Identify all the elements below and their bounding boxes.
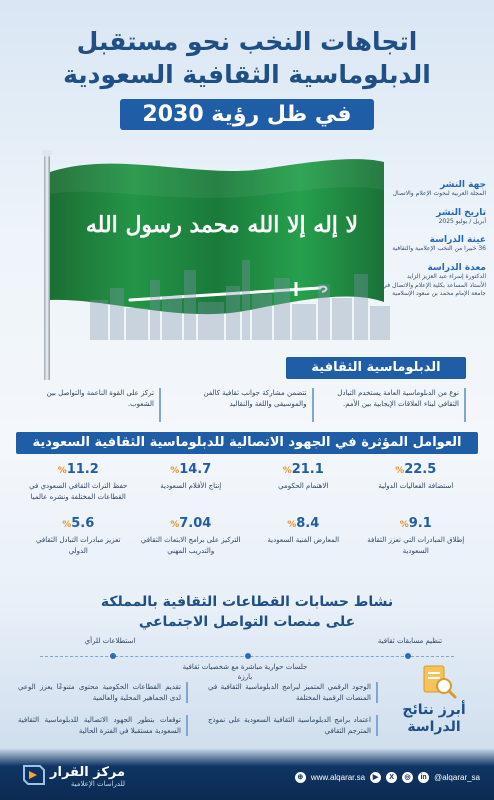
diplomacy-item: تتضمن مشاركة جوانب ثقافية كالفن والموسيقى واللغة والتقاليد xyxy=(179,388,314,422)
brand-logo xyxy=(50,765,125,788)
meta-label: معدة الدراسة xyxy=(427,263,486,274)
factor-item xyxy=(22,516,135,556)
youtube-icon[interactable]: ▶ xyxy=(370,772,381,783)
meta-date xyxy=(378,208,486,227)
findings-title xyxy=(384,702,484,736)
brand-name: مركز القرار xyxy=(50,765,126,780)
factor-value xyxy=(251,462,356,477)
factor-item xyxy=(360,462,473,502)
factor-item xyxy=(135,516,248,556)
factor-label: تعزيز مبادرات التبادل الثقافي الدولي xyxy=(36,536,121,555)
meta-sample xyxy=(378,235,486,254)
meta-value: المجلة العربية لبحوث الإعلام والاتصال xyxy=(392,190,486,197)
findings-list xyxy=(18,682,378,736)
linkedin-icon[interactable]: in xyxy=(418,772,429,783)
factor-item xyxy=(135,462,248,502)
factor-number: 11.2 xyxy=(66,462,99,477)
finding-item: توقعات بتطور الجهود الاتصالية للدبلوماسية الثقافية السعودية مستقبلا في الفترة الحالية xyxy=(18,715,188,736)
meta-label: عينة الدراسة xyxy=(429,235,486,246)
document-magnifier-icon xyxy=(418,664,458,700)
findings-title-line-2: الدراسة xyxy=(407,718,461,735)
timeline-dot xyxy=(405,653,411,659)
meta-label: جهة النشر xyxy=(440,180,486,190)
factor-item xyxy=(247,516,360,556)
alqarar-logo-icon xyxy=(20,762,46,788)
social-handle[interactable]: @alqarar_sa xyxy=(434,773,480,782)
findings-title-line-1: أبرز نتائج xyxy=(402,702,466,718)
meta-value-detail: الأستاذ المساعد بكلية الإعلام والاتصال في جامعة الإمام محمد بن سعود الإسلامية xyxy=(382,281,486,298)
social-links xyxy=(295,772,480,783)
website-link[interactable]: www.alqarar.sa xyxy=(310,773,366,782)
meta-publisher xyxy=(378,180,486,199)
title-line-1: اتجاهات النخب نحو مستقبل xyxy=(76,27,418,56)
diplomacy-item: نوع من الدبلوماسية العامة يستخدم التبادل الثقافي لبناء العلاقات الإيجابية بين الأمم. xyxy=(331,388,466,422)
factor-number: 5.6 xyxy=(71,516,95,531)
globe-icon[interactable]: ⊕ xyxy=(295,772,306,783)
factor-item xyxy=(22,462,135,502)
finding-item: تقديم القطاعات الحكومية محتوى متنوعًا يعزز الوعي لدى الجماهير المحلية والعالمية xyxy=(18,682,188,703)
percent-sign: % xyxy=(399,520,409,530)
factors-grid xyxy=(22,462,472,556)
finding-item: اعتماد برامج الدبلوماسية الثقافية السعودية على نموذج المترجم الثقافي xyxy=(208,715,378,736)
city-skyline-icon xyxy=(90,250,390,340)
study-meta xyxy=(378,180,486,308)
findings-heading xyxy=(384,672,484,744)
accounts-heading-line-1: نشاط حسابات القطاعات الثقافية بالمملكة xyxy=(100,594,394,610)
factor-number: 14.7 xyxy=(179,462,212,477)
percent-sign: % xyxy=(282,466,292,476)
factor-value xyxy=(26,462,131,477)
percent-sign: % xyxy=(57,466,67,476)
factor-number: 22.5 xyxy=(404,462,437,477)
percent-sign: % xyxy=(287,520,297,530)
factor-label: حفظ التراث الثقافي السعودي في القطاعات المختلفة ونشره عالميا xyxy=(29,482,128,501)
meta-label: تاريخ النشر xyxy=(436,207,486,218)
factor-label: التركيز على برامج الابتعاث الثقافي والتدريب المهني xyxy=(140,536,241,555)
meta-value: 36 خبيرا من النخب الإعلامية والثقافية xyxy=(392,245,486,253)
accounts-heading xyxy=(0,593,494,632)
diplomacy-list xyxy=(26,388,466,422)
factor-label: الاهتمام الحكومي xyxy=(278,482,329,490)
factor-value xyxy=(364,462,469,477)
factor-number: 7.04 xyxy=(179,516,212,531)
diplomacy-heading: الدبلوماسية الثقافية xyxy=(286,357,466,379)
accounts-item: جلسات حوارية مباشرة مع شخصيات ثقافية بارزة xyxy=(182,663,308,682)
footer xyxy=(0,748,494,800)
finding-item: الوجود الرقمي المتميز لبرامج الدبلوماسية الثقافية في المنصات الرقمية المختلفة xyxy=(208,682,378,703)
title-line-2: الدبلوماسية الثقافية السعودية xyxy=(63,60,431,90)
x-icon[interactable]: X xyxy=(386,772,397,783)
percent-sign: % xyxy=(62,520,72,530)
factor-value xyxy=(139,516,244,531)
accounts-item: تنظيم مسابقات ثقافية xyxy=(377,637,443,645)
factor-value xyxy=(26,516,131,531)
meta-value: الدكتورة إسراء عبد العزيز الزايد xyxy=(406,273,486,281)
factors-heading: العوامل المؤثرة في الجهود الاتصالية للدبلوماسية الثقافية السعودية xyxy=(16,432,478,454)
factor-number: 21.1 xyxy=(291,462,324,477)
factor-number: 9.1 xyxy=(408,516,432,531)
factor-label: المعارض الفنية السعودية xyxy=(267,536,340,544)
percent-sign: % xyxy=(170,466,180,476)
meta-author xyxy=(378,263,486,299)
percent-sign: % xyxy=(395,466,405,476)
factor-value xyxy=(251,516,356,531)
flag-shahada: لا إله إلا الله محمد رسول الله xyxy=(85,212,359,238)
meta-value: أبريل / يوليو 2025 xyxy=(438,217,486,225)
page-title xyxy=(0,26,494,130)
brand-subtitle: للدراسات الإعلامية xyxy=(70,780,126,788)
title-line-3: في ظل رؤية 2030 xyxy=(120,99,373,131)
factor-label: إنتاج الأفلام السعودية xyxy=(160,482,222,490)
factor-item xyxy=(360,516,473,556)
factor-value xyxy=(139,462,244,477)
percent-sign: % xyxy=(170,520,180,530)
timeline-dot xyxy=(245,653,251,659)
factor-label: إطلاق المبادرات التي تعزز الثقافة السعودية xyxy=(367,536,465,555)
factor-item xyxy=(247,462,360,502)
factor-label: استضافة الفعاليات الدولية xyxy=(378,482,454,490)
diplomacy-item: تركز على القوة الناعمة والتواصل بين الشعوب. xyxy=(26,388,161,422)
accounts-heading-line-2: على منصات التواصل الاجتماعي xyxy=(138,613,356,630)
accounts-item: استطلاعات للرأي xyxy=(84,637,136,645)
factor-number: 8.4 xyxy=(296,516,320,531)
timeline-dot xyxy=(110,653,116,659)
instagram-icon[interactable]: ◎ xyxy=(402,772,413,783)
factor-value xyxy=(364,516,469,531)
